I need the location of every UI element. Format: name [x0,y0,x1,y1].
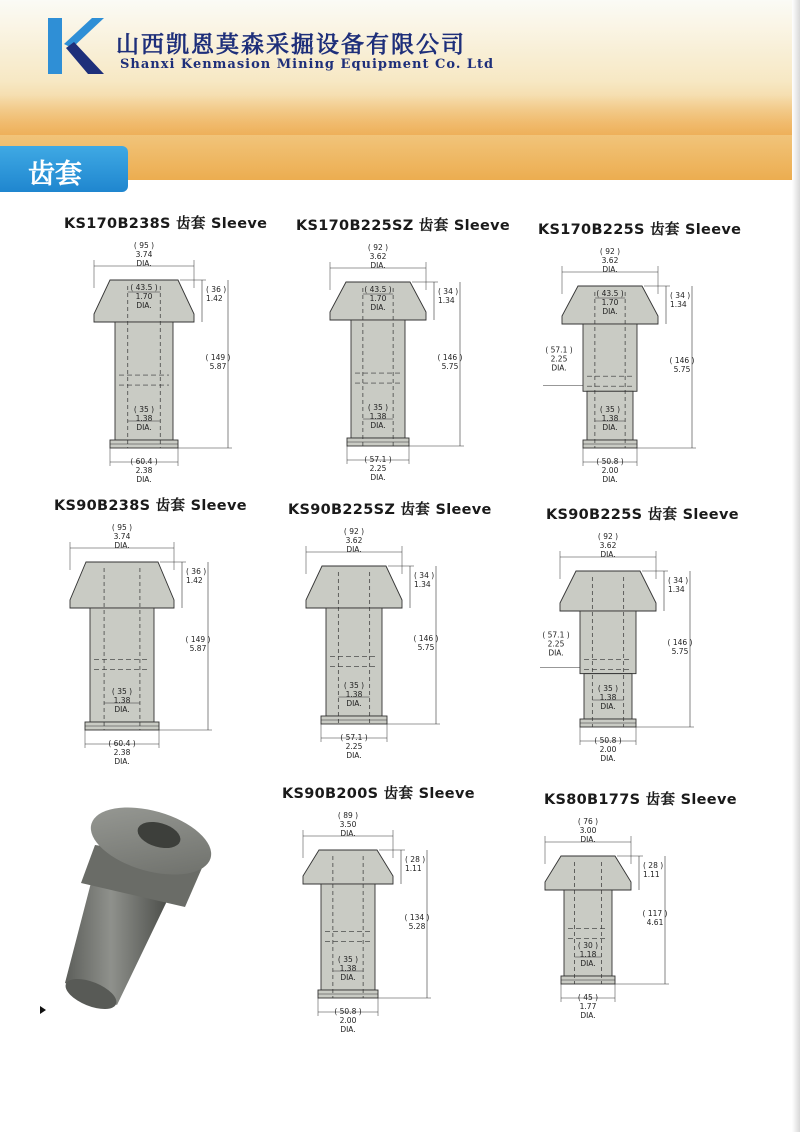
inner-dia-unit: DIA. [602,423,618,432]
length-mm: ( 149 ) [205,353,231,362]
inner-dia-unit: DIA. [340,973,356,982]
product-title [64,212,267,233]
collar-mm: ( 34 ) [670,291,691,300]
top-dia-mm: ( 92 ) [599,247,621,256]
bottom-dia-in: 2.00 [601,466,619,475]
inner-dia-unit: DIA. [600,702,616,711]
top-dia-mm: ( 76 ) [577,817,599,826]
bottom-dia-in: 2.00 [339,1016,357,1025]
product-title [544,788,737,809]
top-dia-in: 3.74 [135,250,153,259]
sleeve-drawing [40,240,240,530]
bottom-dia-in: 2.38 [113,748,131,757]
bottom-dia-unit: DIA. [580,1011,596,1020]
collar-in: 1.34 [668,585,685,594]
product-title [282,782,475,803]
inner-dia-mm: ( 35 ) [111,687,133,696]
bottom-dia-in: 2.25 [345,742,363,751]
inner-dia-mm: ( 35 ) [597,684,619,693]
inner-dia-in: 1.38 [339,964,357,973]
product-name-en: Sleeve [453,218,511,234]
sleeve-drawing [28,522,228,812]
top-dia-in: 3.00 [579,826,597,835]
step-dia-in: 2.25 [550,354,568,364]
sleeve-head [306,566,402,608]
product-model: KS170B225S [538,222,645,238]
bore-dia-in: 1.70 [135,292,153,301]
length-mm: ( 134 ) [404,913,430,922]
sleeve-drawing [520,816,720,1066]
sleeve-head [560,571,656,611]
top-dia-mm: ( 92 ) [597,532,619,541]
product-name-cn: 齿套 [176,216,206,232]
length-in: 5.28 [408,922,426,931]
length-mm: ( 146 ) [437,353,463,362]
top-dia-mm: ( 92 ) [343,527,365,536]
collar-in: 1.42 [186,576,203,585]
length-in: 4.61 [646,918,664,927]
product-title [54,494,247,515]
sleeve-drawing [262,810,462,1080]
bore-dia-mm: ( 43.5 ) [364,285,392,294]
bore-dia-unit: DIA. [136,301,152,310]
bottom-dia-in: 2.00 [599,745,617,754]
top-dia-in: 3.62 [369,252,387,261]
inner-dia-mm: ( 35 ) [337,955,359,964]
length-in: 5.75 [673,365,691,374]
product-name-en: Sleeve [190,498,247,514]
product-name-en: Sleeve [418,786,475,802]
sleeve-head [70,562,174,608]
bottom-dia-in: 2.25 [369,464,387,473]
page-mark [40,1006,46,1014]
inner-dia-in: 1.38 [345,690,363,699]
bottom-dia-unit: DIA. [340,1025,356,1034]
bottom-dia-in: 1.77 [579,1002,597,1011]
product-model: KS90B225S [546,507,643,523]
inner-dia-in: 1.38 [601,414,619,423]
top-dia-in: 3.62 [601,256,619,265]
sleeve-body [580,611,636,674]
section-tab [0,146,128,192]
length-mm: ( 146 ) [413,634,439,643]
product-name-cn: 齿套 [418,218,449,234]
inner-dia-mm: ( 30 ) [577,941,599,950]
bottom-dia-unit: DIA. [114,757,130,766]
top-dia-unit: DIA. [602,265,618,274]
collar-in: 1.11 [405,864,422,873]
product-name-cn: 齿套 [650,222,680,238]
sleeve-photo [55,805,225,1010]
length-mm: ( 146 ) [669,356,695,365]
collar-mm: ( 28 ) [643,861,664,870]
top-dia-in: 3.74 [113,532,131,541]
collar-mm: ( 34 ) [438,287,459,296]
top-dia-in: 3.62 [345,536,363,545]
sleeve-drawing [268,242,468,528]
bottom-dia-unit: DIA. [600,754,616,763]
product-name-en: Sleeve [211,216,268,232]
top-dia-mm: ( 92 ) [367,243,389,252]
collar-mm: ( 36 ) [186,567,207,576]
bottom-dia-mm: ( 60.4 ) [130,457,158,466]
product-name-en: Sleeve [685,222,742,238]
inner-dia-unit: DIA. [370,421,386,430]
collar-in: 1.34 [670,300,687,309]
step-dia-unit: DIA. [551,363,567,373]
step-dia-mm: ( 57.1 ) [542,630,570,640]
bore-dia-unit: DIA. [602,307,618,316]
inner-dia-in: 1.38 [135,414,153,423]
collar-in: 1.11 [643,870,660,879]
product-name-en: Sleeve [435,502,492,518]
bottom-dia-in: 2.38 [135,466,153,475]
step-dia-in: 2.25 [547,639,565,649]
bottom-dia-mm: ( 45 ) [577,993,599,1002]
top-dia-mm: ( 89 ) [337,811,359,820]
length-in: 5.87 [189,644,207,653]
bottom-dia-mm: ( 50.8 ) [596,457,624,466]
bottom-dia-mm: ( 57.1 ) [364,455,392,464]
bottom-dia-unit: DIA. [602,475,618,484]
product-title [296,214,510,235]
length-mm: ( 146 ) [667,638,693,647]
sleeve-head [545,856,631,890]
inner-dia-unit: DIA. [114,705,130,714]
product-name-cn: 齿套 [383,786,414,802]
collar-in: 1.34 [438,296,455,305]
top-dia-mm: ( 95 ) [133,241,155,250]
bore-dia-in: 1.70 [601,298,619,307]
product-model: KS90B225SZ [288,502,396,518]
product-model: KS170B238S [64,216,171,232]
company-name-cn: 山西凯恩莫森采掘设备有限公司 [116,31,466,58]
inner-dia-in: 1.38 [369,412,387,421]
sleeve-drawing [262,526,462,806]
length-in: 5.75 [417,643,435,652]
bore-dia-mm: ( 43.5 ) [596,289,624,298]
inner-dia-unit: DIA. [346,699,362,708]
top-dia-unit: DIA. [136,259,152,268]
inner-dia-mm: ( 35 ) [133,405,155,414]
k-logo-icon [42,14,106,78]
product-name-en: Sleeve [682,507,739,523]
top-dia-unit: DIA. [346,545,362,554]
length-in: 5.75 [671,647,689,656]
page-edge-shadow [792,0,800,1132]
product-title [546,503,739,524]
collar-mm: ( 34 ) [414,571,435,580]
product-model: KS80B177S [544,792,641,808]
length-mm: ( 149 ) [185,635,211,644]
length-mm: ( 117 ) [642,909,668,918]
product-model: KS170B225SZ [296,218,414,234]
inner-dia-in: 1.38 [599,693,617,702]
section-title: 齿套 [28,159,82,190]
product-name-en: Sleeve [680,792,737,808]
bottom-dia-mm: ( 57.1 ) [340,733,368,742]
sleeve-head [303,850,393,884]
top-dia-mm: ( 95 ) [111,523,133,532]
product-title [288,498,492,519]
top-dia-unit: DIA. [114,541,130,550]
inner-dia-in: 1.18 [579,950,597,959]
product-name-cn: 齿套 [645,792,676,808]
sleeve-body [583,324,637,391]
bottom-dia-unit: DIA. [346,751,362,760]
inner-dia-mm: ( 35 ) [343,681,365,690]
product-title [538,218,741,239]
product-name-cn: 齿套 [155,498,186,514]
collar-in: 1.34 [414,580,431,589]
bore-dia-in: 1.70 [369,294,387,303]
bottom-dia-unit: DIA. [136,475,152,484]
length-in: 5.75 [441,362,459,371]
product-model: KS90B200S [282,786,379,802]
product-name-cn: 齿套 [647,507,678,523]
collar-mm: ( 36 ) [206,285,227,294]
bottom-dia-mm: ( 50.8 ) [334,1007,362,1016]
collar-mm: ( 28 ) [405,855,426,864]
length-in: 5.87 [209,362,227,371]
top-dia-unit: DIA. [600,550,616,559]
sleeve-drawing [520,246,720,530]
step-dia-unit: DIA. [548,648,564,658]
top-dia-unit: DIA. [580,835,596,844]
top-dia-unit: DIA. [340,829,356,838]
inner-dia-in: 1.38 [113,696,131,705]
step-dia-mm: ( 57.1 ) [545,345,573,355]
bottom-dia-mm: ( 50.8 ) [594,736,622,745]
inner-dia-unit: DIA. [580,959,596,968]
collar-in: 1.42 [206,294,223,303]
bore-dia-unit: DIA. [370,303,386,312]
company-name-en: Shanxi Kenmasion Mining Equipment Co. Ltd [120,57,495,72]
top-dia-in: 3.62 [599,541,617,550]
top-dia-in: 3.50 [339,820,357,829]
bore-dia-mm: ( 43.5 ) [130,283,158,292]
sleeve-drawing [520,531,720,809]
product-model: KS90B238S [54,498,151,514]
collar-mm: ( 34 ) [668,576,689,585]
inner-dia-mm: ( 35 ) [599,405,621,414]
inner-dia-mm: ( 35 ) [367,403,389,412]
inner-dia-unit: DIA. [136,423,152,432]
bottom-dia-mm: ( 60.4 ) [108,739,136,748]
bottom-dia-unit: DIA. [370,473,386,482]
header-band [0,95,800,135]
top-dia-unit: DIA. [370,261,386,270]
product-name-cn: 齿套 [400,502,431,518]
